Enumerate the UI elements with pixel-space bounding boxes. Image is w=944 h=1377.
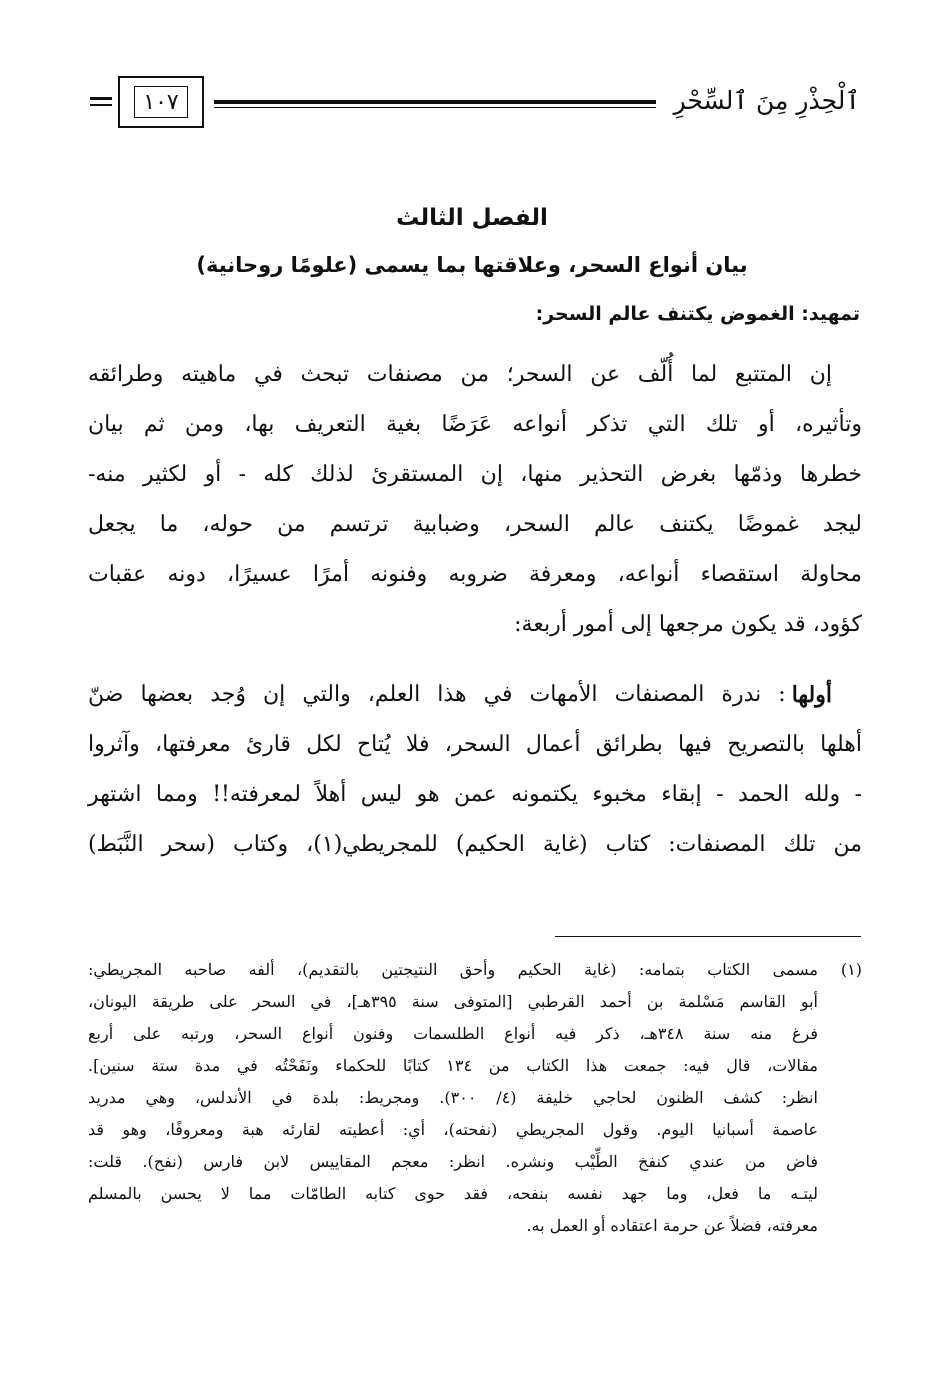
- footnote-line: فرغ منه سنة ٣٤٨هـ، ذكر فيه أنواع الطلسمات وفنون أنواع السحر، ورتبه على أربع: [88, 1024, 818, 1043]
- body-line: أهلها بالتصريح فيها بطرائق أعمال السحر، فلا يُتاح لكل قارئ معرفتها، وآثروا: [88, 732, 862, 757]
- footnote-line: أبو القاسم مَسْلمة بن أحمد القرطبي [المتوفى سنة ٣٩٥هـ]، في السحر على طريقة اليونان،: [88, 992, 819, 1011]
- body-line: محاولة استقصاء أنواعه، ومعرفة ضروبه وفنونه أمرًا عسيرًا، دونه عقبات: [88, 562, 862, 587]
- footnote-line: مقالات، قال فيه: جمعت هذا الكتاب من ١٣٤ كتابًا للحكماء ونَفَحْتُه في مدة ستة سنين].: [88, 1056, 818, 1075]
- section-title: بيان أنواع السحر، وعلاقتها بما يسمى (علومًا روحانية): [196, 253, 748, 277]
- header-rule-left-thin: [90, 104, 112, 106]
- chapter-title: الفصل الثالث: [396, 205, 548, 231]
- footnote-line: معرفته، فضلاً عن حرمة اعتقاده أو العمل به.: [526, 1216, 818, 1235]
- footnote-line: ليتـه ما فعل، وما جهد نفسه بنفحه، فقد حوى كتابه الطامّات مما لا يحسن بالمسلم: [88, 1184, 818, 1203]
- body-line: وتأثيره، أو تلك التي تذكر أنواعه عَرَضًا بغية التعريف بها، ومن ثم بيان: [88, 412, 862, 437]
- body-line: كؤود، قد يكون مرجعها إلى أمور أربعة:: [514, 612, 862, 637]
- paragraph-lead: أولها: [791, 682, 832, 708]
- footnote-separator: [555, 936, 861, 937]
- header-rule-left: [90, 97, 112, 100]
- footnote-number: (١): [840, 960, 862, 979]
- running-title: ٱلْحِذْرِ مِنَ ٱلسِّحْرِ: [673, 86, 860, 115]
- intro-heading: تمهيد: الغموض يكتنف عالم السحر:: [535, 303, 860, 325]
- page-number: ١٠٧: [134, 86, 188, 118]
- body-line: من تلك المصنفات: كتاب (غاية الحكيم) للمجريطي(١)، وكتاب (سحر النَّبَط): [88, 832, 862, 857]
- body-line: إن المتتبع لما أُلّف عن السحر؛ من مصنفات تبحث في ماهيته وطرائقه: [88, 362, 832, 387]
- footnote-line: انظر: كشف الظنون لحاجي خليفة (٤/ ٣٠٠). ومجريط: بلدة في الأندلس، وهي مدريد: [88, 1088, 819, 1107]
- body-line: - ولله الحمد - إبقاء مخبوء يكتمونه عمن هو ليس أهلاً لمعرفته!! ومما اشتهر: [88, 782, 862, 807]
- body-line: : ندرة المصنفات الأمهات في هذا العلم، والتي إن وُجد بعضها ضنّ: [88, 682, 786, 707]
- footnote-line: مسمى الكتاب بتمامه: (غاية الحكيم وأحق النتيجتين بالتقديم)، ألفه صاحبه المجريطي:: [88, 960, 818, 979]
- footnote-line: عاصمة أسبانيا اليوم. وقول المجريطي (نفحته)، أي: أعطيته لقارئه هبة ومعروفًا، وهو قد: [88, 1120, 818, 1139]
- header-rule: [214, 100, 656, 104]
- footnote-line: فاض من عندي كنفخ الطِّيْب ونشره. انظر: معجم المقاييس لابن فارس (نفح). قلت:: [88, 1152, 818, 1171]
- body-line: خطرها وذمّها بغرض التحذير منها، إن المستقرئ لذلك كله - أو لكثير منه-: [88, 462, 862, 487]
- body-line: ليجد غموضًا يكتنف عالم السحر، وضبابية ترتسم من حوله، ما يجعل: [88, 512, 862, 537]
- header-rule-thin: [214, 107, 656, 108]
- page-number-frame: [118, 76, 204, 128]
